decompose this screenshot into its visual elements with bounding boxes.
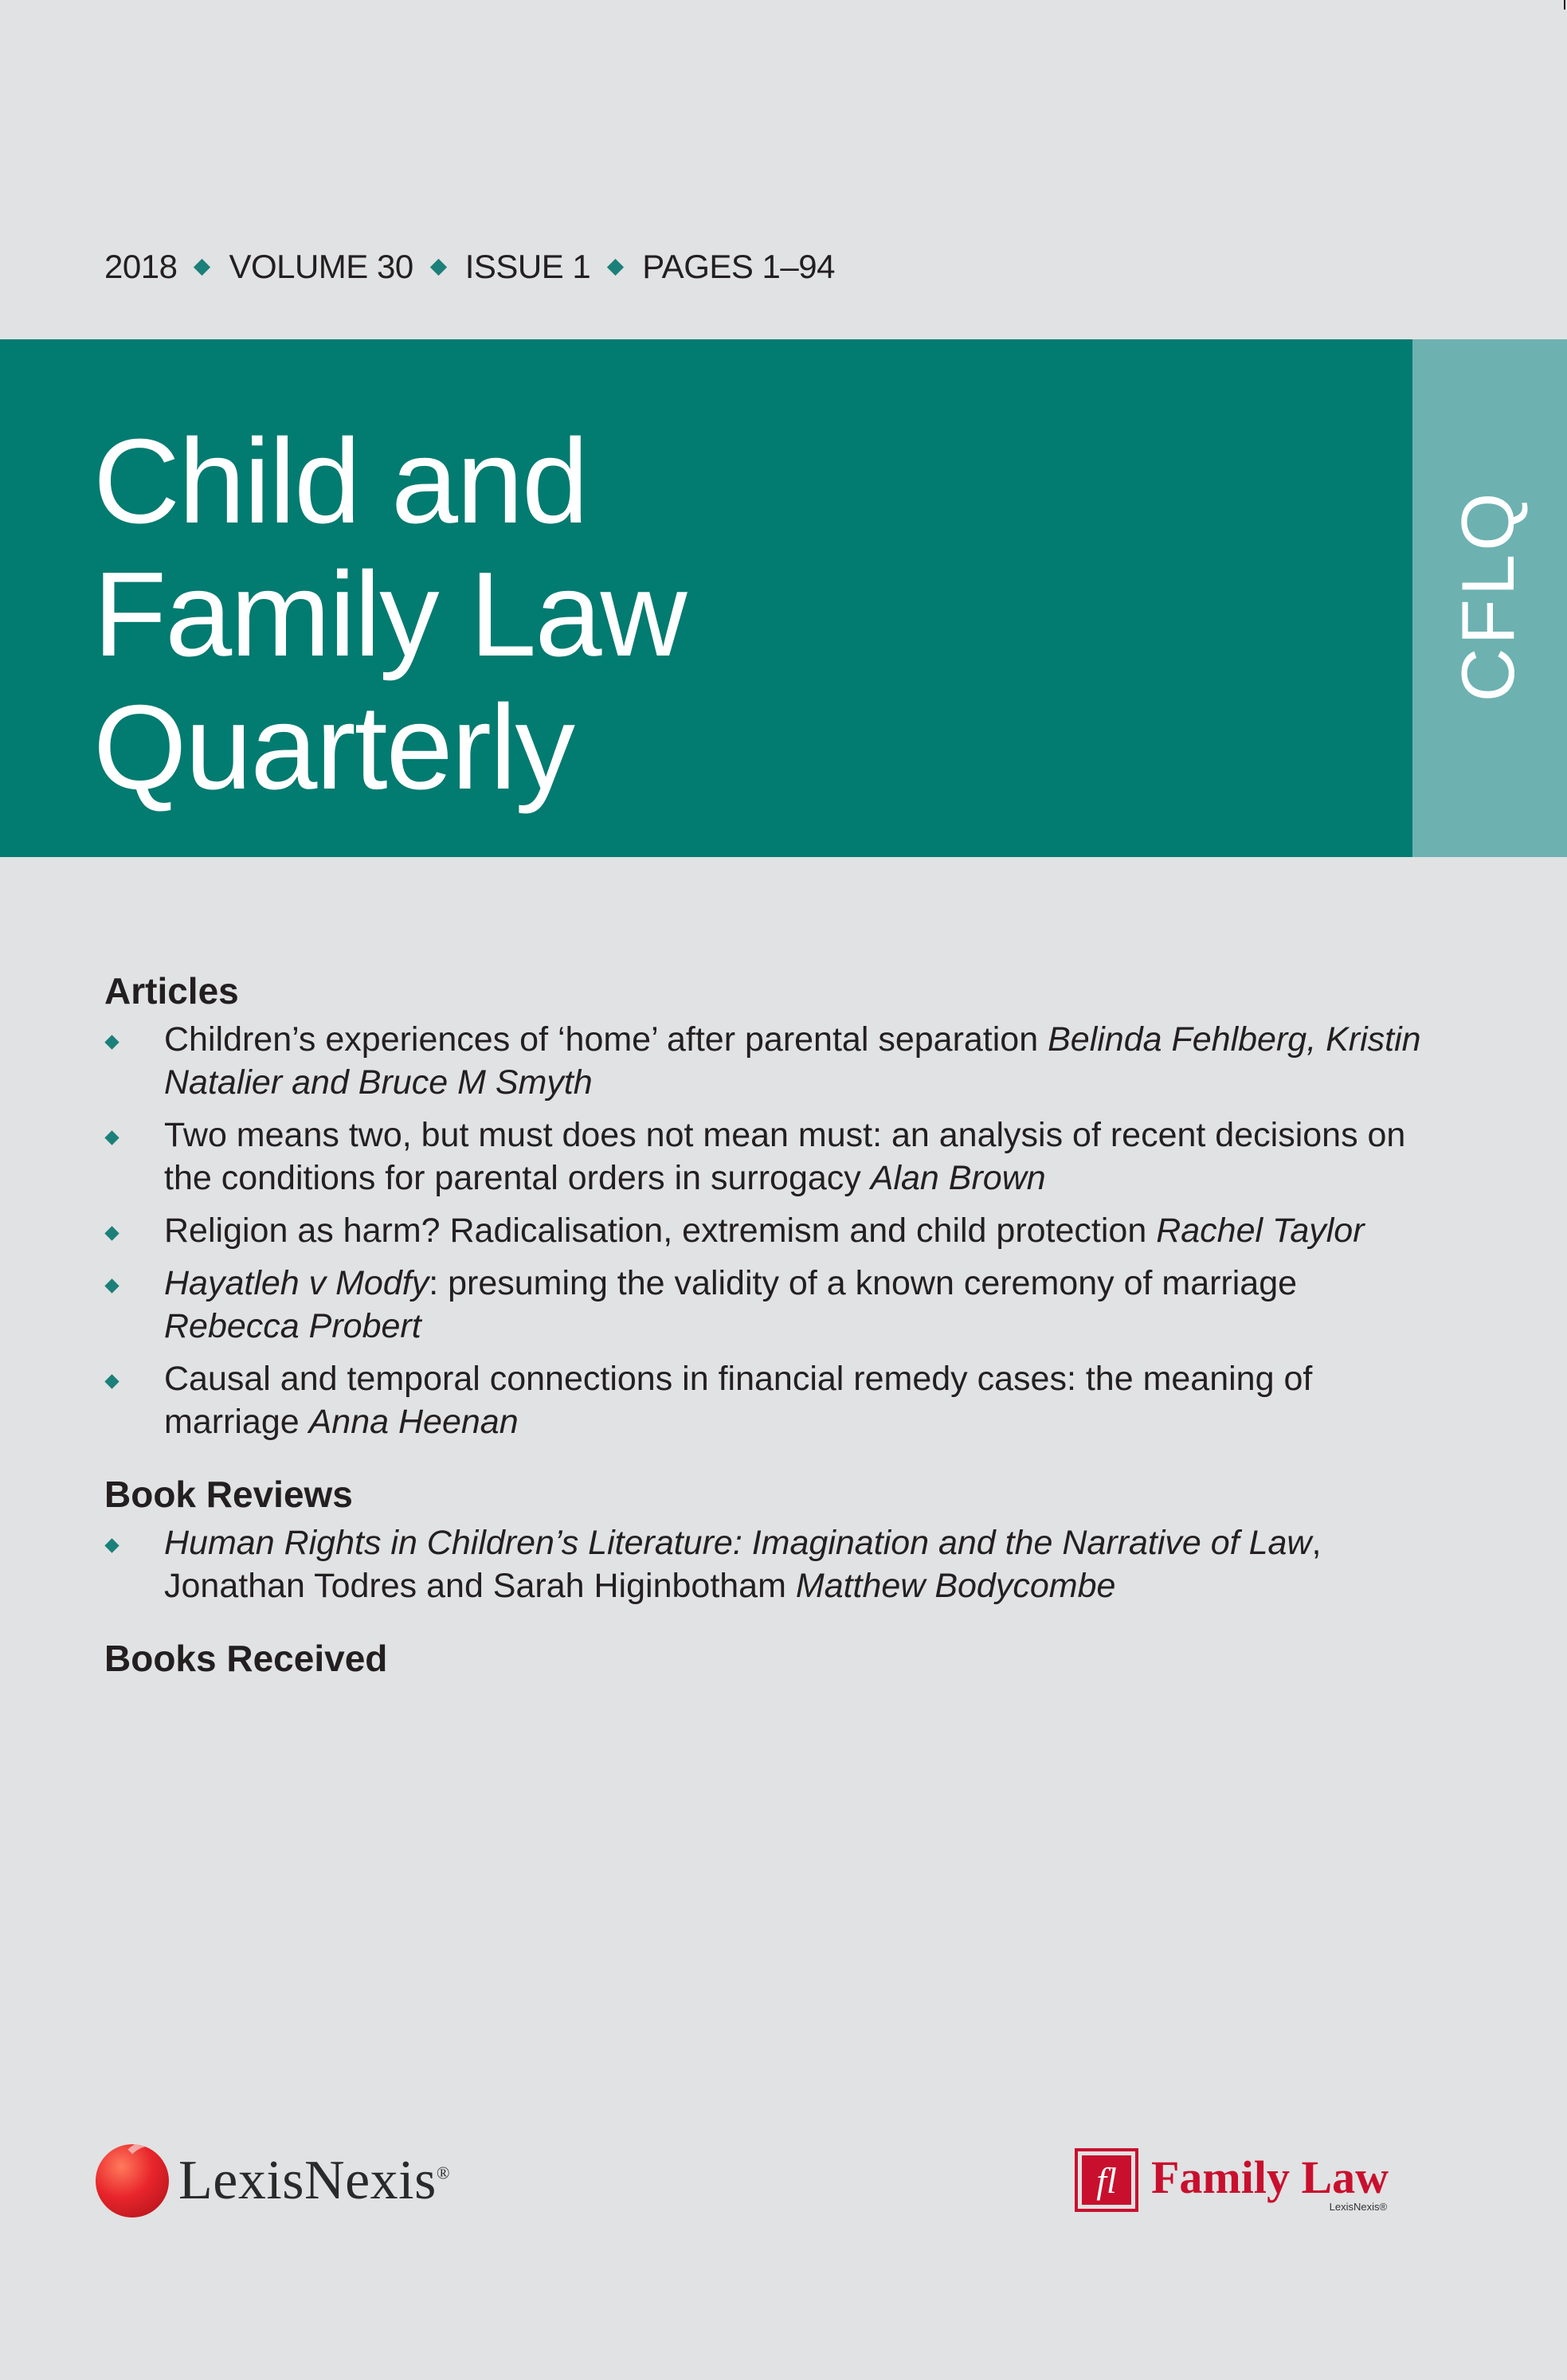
journal-title-line: Child and	[93, 413, 587, 548]
articles-list	[104, 1018, 1427, 1443]
article-entry	[104, 1018, 1427, 1104]
lexisnexis-name: LexisNexis	[178, 2150, 437, 2211]
lexisnexis-ball-icon	[96, 2144, 169, 2218]
book-review-entry	[104, 1521, 1427, 1607]
article-entry	[104, 1357, 1427, 1443]
bullet-diamond-icon	[104, 1130, 119, 1145]
article-entry	[104, 1114, 1427, 1200]
diamond-icon	[194, 258, 210, 275]
family-law-fl-icon	[1075, 2148, 1138, 2212]
articles-heading: Articles	[104, 970, 239, 1012]
books-received-heading: Books Received	[104, 1638, 388, 1679]
bullet-diamond-icon	[104, 1278, 119, 1293]
issue-number: ISSUE 1	[464, 248, 591, 285]
family-law-fl-glyph: fl	[1082, 2155, 1131, 2205]
journal-abbreviation: CFLQ	[1446, 489, 1530, 703]
reviewed-book-title: Human Rights in Children’s Literature: Imagination and the Narrative of Law	[164, 1524, 1312, 1562]
reviewed-book-authors: , Jonathan Todres and Sarah Higinbotham	[164, 1524, 1322, 1605]
journal-title-line: Family Law	[93, 546, 686, 681]
bullet-diamond-icon	[104, 1226, 119, 1240]
diamond-icon	[607, 258, 624, 275]
crop-mark	[1564, 0, 1565, 10]
bullet-diamond-icon	[104, 1374, 119, 1388]
article-title: Children’s experiences of ‘home’ after parental separation	[164, 1020, 1039, 1059]
family-law-wordmark	[1151, 2148, 1389, 2213]
issue-pages: PAGES 1–94	[642, 248, 835, 285]
table-of-contents	[104, 964, 1427, 1685]
article-authors: Rachel Taylor	[1156, 1212, 1365, 1250]
article-title: : presuming the validity of a known ceremony of marriage	[429, 1264, 1298, 1302]
family-law-subtitle: LexisNexis®	[1329, 2201, 1388, 2213]
book-reviews-heading: Book Reviews	[104, 1474, 353, 1515]
article-case-name: Hayatleh v Modfy	[164, 1264, 429, 1302]
article-entry	[104, 1262, 1427, 1348]
article-title: Religion as harm? Radicalisation, extremism and child protection	[164, 1212, 1147, 1250]
article-title: Causal and temporal connections in financial remedy cases: the meaning of marriage	[164, 1360, 1313, 1441]
book-reviews-list	[104, 1521, 1427, 1607]
article-authors: Belinda Fehlberg, Kristin Natalier and Bruce M Smyth	[164, 1020, 1421, 1102]
article-authors: Alan Brown	[870, 1159, 1046, 1197]
journal-title-line: Quarterly	[93, 679, 574, 814]
lexisnexis-wordmark	[178, 2149, 450, 2213]
article-title: Two means two, but must does not mean must: an analysis of recent decisions on the conditions for parental orders in surrogacy	[164, 1116, 1406, 1197]
bullet-diamond-icon	[104, 1538, 119, 1552]
article-authors: Rebecca Probert	[164, 1307, 421, 1345]
issue-line	[104, 246, 835, 288]
article-authors: Anna Heenan	[308, 1403, 519, 1441]
diamond-icon	[430, 258, 447, 275]
registered-mark: ®	[436, 2163, 451, 2183]
article-entry	[104, 1209, 1427, 1252]
bullet-diamond-icon	[104, 1035, 119, 1049]
issue-year: 2018	[104, 248, 178, 285]
lexisnexis-logo	[96, 2144, 450, 2218]
family-law-logo	[1075, 2148, 1389, 2212]
reviewer-name: Matthew Bodycombe	[795, 1567, 1116, 1605]
journal-title	[93, 414, 686, 813]
issue-volume: VOLUME 30	[229, 248, 413, 285]
family-law-name: Family Law	[1151, 2151, 1389, 2203]
